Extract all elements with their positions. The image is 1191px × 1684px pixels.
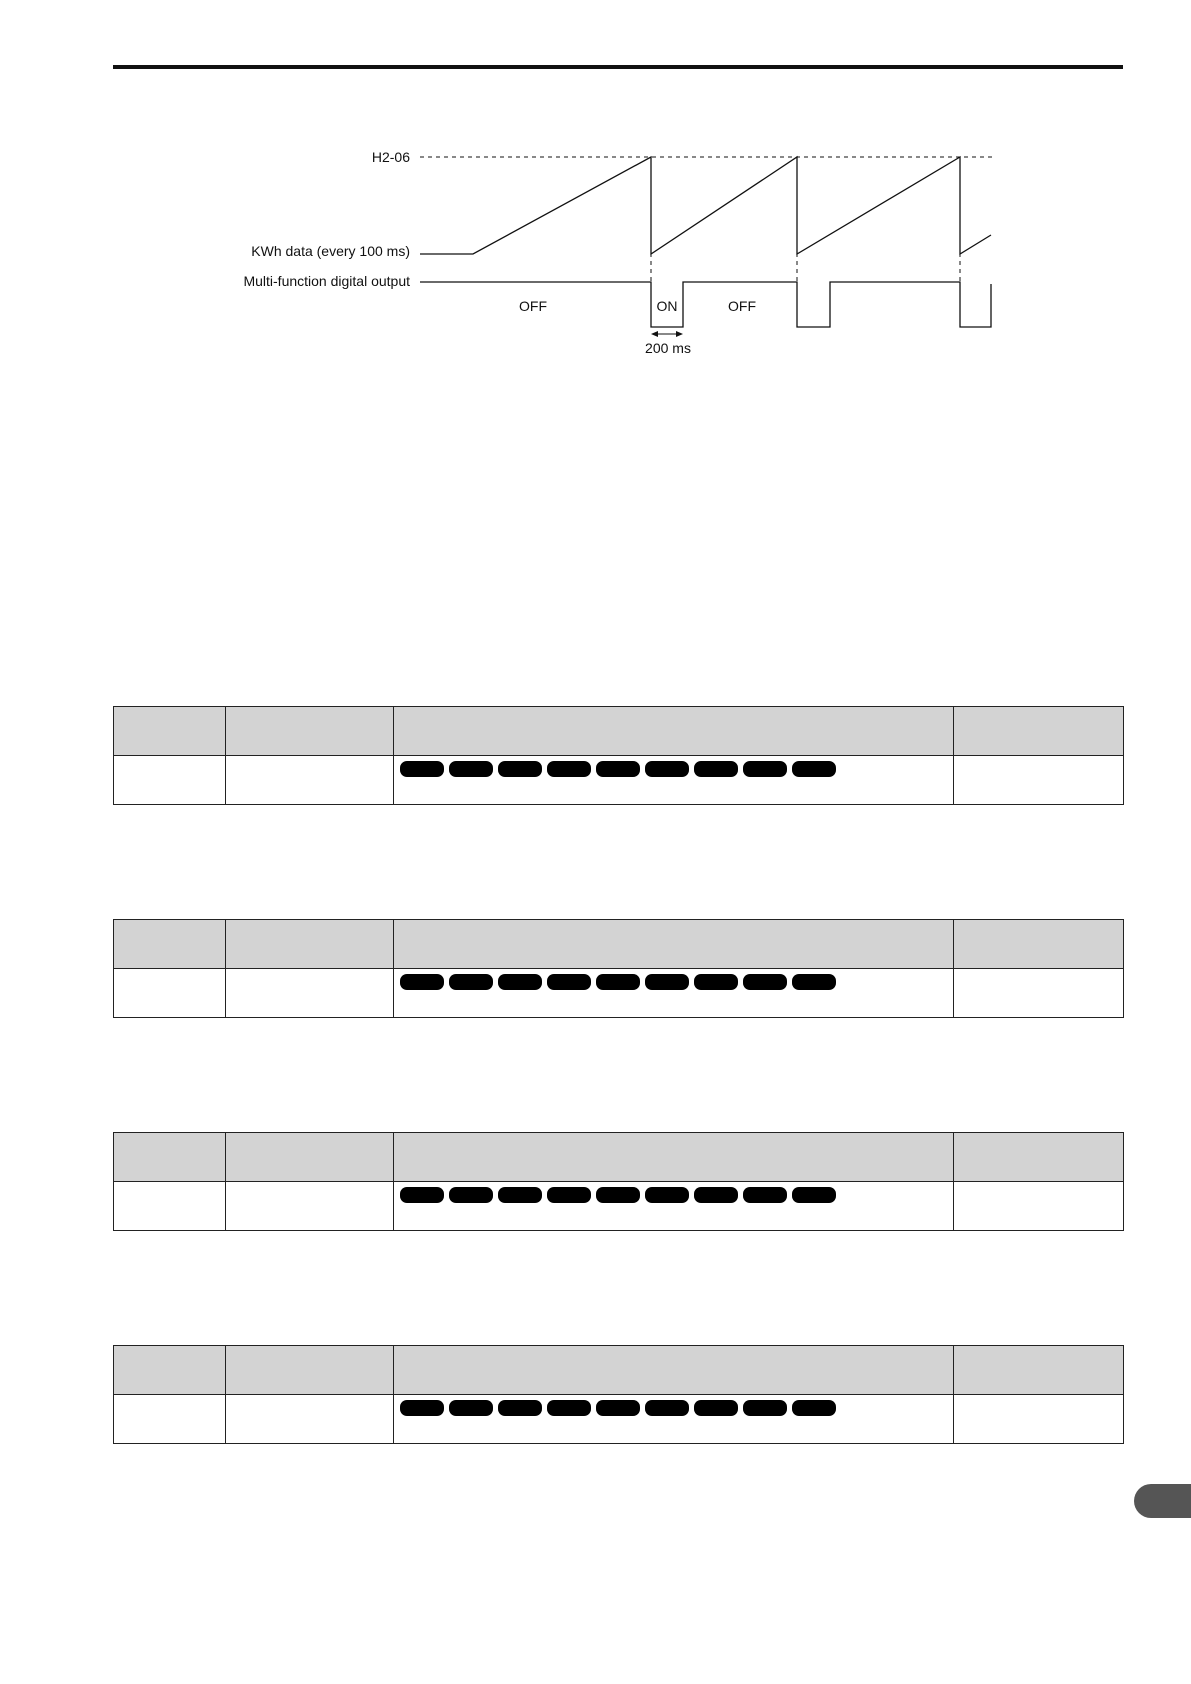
header-cell [114, 707, 226, 756]
redacted-pill [400, 974, 444, 990]
drive-mode-cell [394, 756, 954, 805]
digital-output-waveform [420, 282, 991, 327]
header-cell [226, 920, 394, 969]
redacted-pill [449, 1400, 493, 1416]
header-cell [114, 1346, 226, 1395]
chapter-side-tab[interactable] [1134, 1484, 1191, 1518]
header-cell [394, 707, 954, 756]
redacted-pill-group [400, 1182, 947, 1203]
redacted-pill [596, 974, 640, 990]
arrowhead-left [651, 331, 658, 337]
header-cell [954, 920, 1124, 969]
redacted-pill [449, 974, 493, 990]
pulse-width-label: 200 ms [645, 340, 691, 356]
table-cell [226, 969, 394, 1018]
table-header-row [114, 1346, 1124, 1395]
header-cell [114, 1133, 226, 1182]
table-cell [954, 969, 1124, 1018]
output-label: Multi-function digital output [243, 273, 410, 289]
header-cell [226, 1133, 394, 1182]
header-cell [954, 707, 1124, 756]
table-row [114, 756, 1124, 805]
redacted-pill [547, 761, 591, 777]
table-header-row [114, 920, 1124, 969]
table-row [114, 1395, 1124, 1444]
header-cell [394, 1133, 954, 1182]
redacted-pill [498, 761, 542, 777]
redacted-pill [645, 1187, 689, 1203]
table-cell [114, 756, 226, 805]
redacted-pill [449, 761, 493, 777]
redacted-pill [498, 974, 542, 990]
redacted-pill [743, 1187, 787, 1203]
redacted-pill [498, 1187, 542, 1203]
redacted-pill [596, 1187, 640, 1203]
redacted-pill [694, 974, 738, 990]
table-cell [114, 1395, 226, 1444]
redacted-pill [792, 1400, 836, 1416]
header-cell [226, 707, 394, 756]
threshold-label: H2-06 [371, 149, 410, 165]
redacted-pill [743, 974, 787, 990]
redacted-pill [743, 1400, 787, 1416]
table-cell [114, 1182, 226, 1231]
redacted-pill [449, 1187, 493, 1203]
redacted-pill [547, 974, 591, 990]
header-cell [114, 920, 226, 969]
redacted-pill [400, 1400, 444, 1416]
drive-mode-cell [394, 1182, 954, 1231]
redacted-pill [547, 1187, 591, 1203]
header-cell [394, 920, 954, 969]
table-header-row [114, 707, 1124, 756]
redacted-pill [596, 1400, 640, 1416]
parameter-table-2 [113, 919, 1124, 1018]
state-off-label-1: OFF [519, 298, 547, 314]
table-header-row [114, 1133, 1124, 1182]
kwh-sawtooth-waveform [420, 157, 991, 254]
redacted-pill-group [400, 969, 947, 990]
header-cell [954, 1133, 1124, 1182]
redacted-pill-group [400, 1395, 947, 1416]
parameter-table-1 [113, 706, 1124, 805]
arrowhead-right [676, 331, 683, 337]
redacted-pill [792, 974, 836, 990]
header-cell [226, 1346, 394, 1395]
header-cell [954, 1346, 1124, 1395]
table-row [114, 969, 1124, 1018]
state-off-label-2: OFF [728, 298, 756, 314]
table-row [114, 1182, 1124, 1231]
table-cell [226, 756, 394, 805]
redacted-pill [547, 1400, 591, 1416]
redacted-pill [792, 1187, 836, 1203]
header-cell [394, 1346, 954, 1395]
redacted-pill [743, 761, 787, 777]
table-cell [954, 1395, 1124, 1444]
redacted-pill [694, 1187, 738, 1203]
drive-mode-cell [394, 969, 954, 1018]
redacted-pill [645, 761, 689, 777]
table-cell [954, 1182, 1124, 1231]
redacted-pill [596, 761, 640, 777]
redacted-pill [645, 974, 689, 990]
redacted-pill [498, 1400, 542, 1416]
redacted-pill [694, 1400, 738, 1416]
table-cell [954, 756, 1124, 805]
redacted-pill [694, 761, 738, 777]
redacted-pill [400, 761, 444, 777]
redacted-pill [400, 1187, 444, 1203]
parameter-table-3 [113, 1132, 1124, 1231]
table-cell [114, 969, 226, 1018]
drive-mode-cell [394, 1395, 954, 1444]
table-cell [226, 1182, 394, 1231]
redacted-pill [792, 761, 836, 777]
parameter-table-4 [113, 1345, 1124, 1444]
redacted-pill-group [400, 756, 947, 777]
redacted-pill [645, 1400, 689, 1416]
table-cell [226, 1395, 394, 1444]
kwh-label: KWh data (every 100 ms) [251, 243, 410, 259]
state-on-label: ON [656, 298, 678, 314]
kwh-pulse-timing-diagram [0, 0, 1191, 380]
